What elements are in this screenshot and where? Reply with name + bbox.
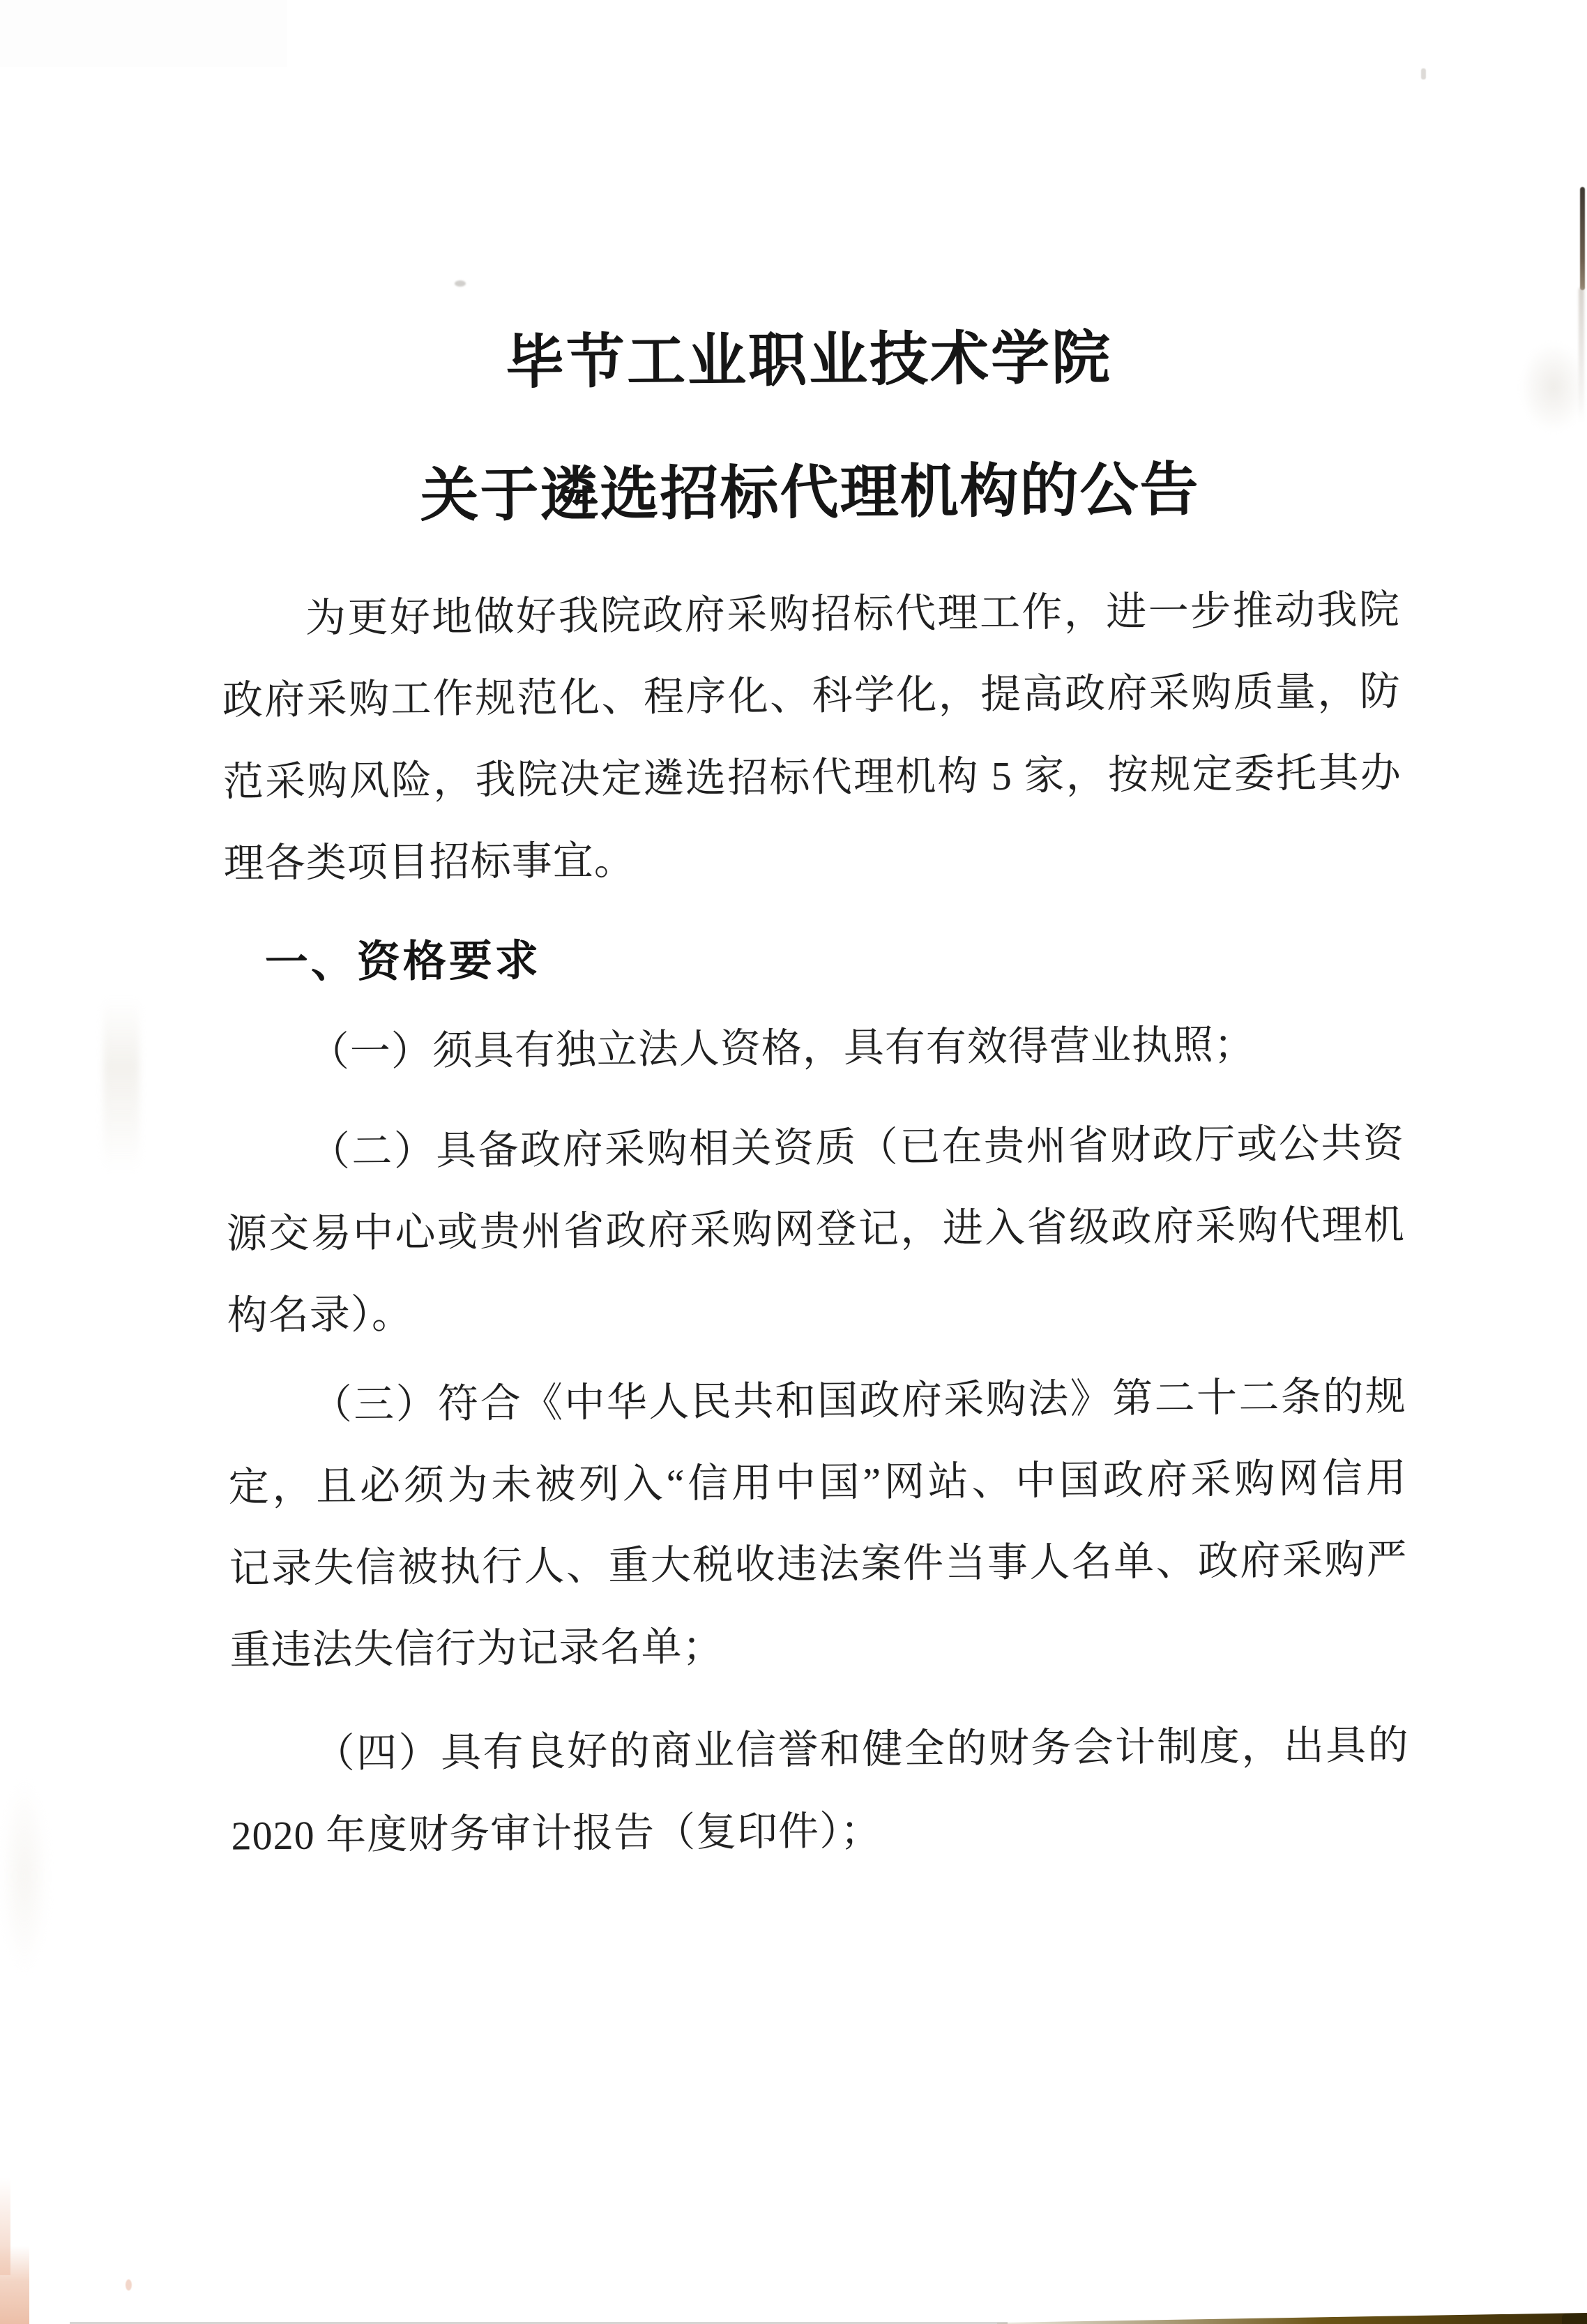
text-line: 2020 年度财务审计报告（复印件）； <box>231 1808 882 1859</box>
document-title-line2: 关于遴选招标代理机构的公告 <box>420 458 1200 529</box>
text-line: （四）具有良好的商业信誉和健全的财务会计制度，出具的 <box>314 1722 1409 1776</box>
text-line: 理各类项目招标事宜。 <box>223 838 635 886</box>
text-line: 源交易中心或贵州省政府采购网登记，进入省级政府采购代理机 <box>226 1202 1406 1257</box>
scan-artifact-bottom-right-corner <box>1562 2314 1587 2324</box>
text-line: 构名录）。 <box>227 1291 413 1338</box>
text-line: （二）具备政府采购相关资质（已在贵州省财政厅或公共资 <box>309 1120 1405 1175</box>
section-heading-qualification <box>224 913 1403 1004</box>
scan-artifact-right-edge-streak <box>1579 287 1584 423</box>
text-line: 政府采购工作规范化、程序化、科学化，提高政府采购质量，防 <box>222 668 1402 723</box>
scan-artifact-bottom-left-pink <box>0 2178 10 2275</box>
document-title-line1: 毕节工业职业技术学院 <box>505 326 1113 396</box>
text-line: （一）须具有独立法人资格，具有有效得营业执照； <box>308 1022 1256 1075</box>
paragraph-item-4 <box>230 1704 1410 1876</box>
text-line: （三）符合《中华人民共和国政府采购法》第二十二条的规 <box>311 1373 1407 1428</box>
scan-artifact-bottom-left-pink <box>0 2246 29 2324</box>
scan-artifact-pink-speck <box>126 2279 132 2291</box>
text-line: 重违法失信行为记录名单； <box>229 1624 724 1673</box>
paragraph-item-1 <box>225 1002 1404 1093</box>
text-line: 为更好地做好我院政府采购招标代理工作，进一步推动我院 <box>305 587 1401 641</box>
text-line: 一、资格要求 <box>264 937 542 988</box>
scan-artifact-right-smudge <box>1520 342 1587 432</box>
scan-artifact-right-edge-streak <box>1580 187 1585 290</box>
paragraph-item-2 <box>225 1102 1406 1356</box>
text-line: 记录失信被执行人、重大税收违法案件当事人名单、政府采购严 <box>229 1537 1408 1592</box>
text-line: 范采购风险，我院决定遴选招标代理机构 5 家，按规定委托其办 <box>222 750 1402 805</box>
text-line: 定，且必须为未被列入“信用中国”网站、中国政府采购网信用 <box>228 1455 1407 1510</box>
scan-artifact-speck <box>1421 68 1426 80</box>
document-body <box>217 0 1413 2324</box>
paragraph-intro <box>221 568 1402 904</box>
paragraph-item-3 <box>227 1355 1408 1691</box>
scan-artifact-left-smudge <box>0 1779 49 1974</box>
scan-artifact-left-smudge <box>103 997 139 1172</box>
